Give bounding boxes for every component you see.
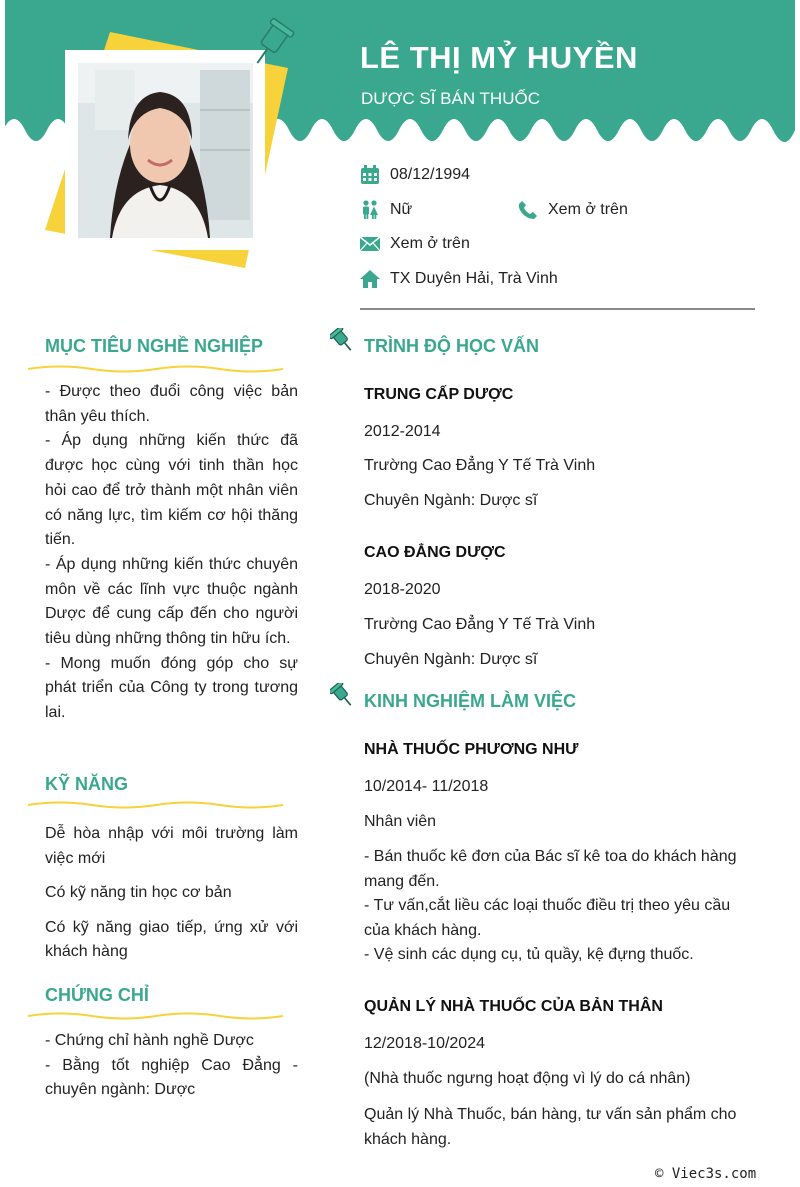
experience-role: (Nhà thuốc ngưng hoạt động vì lý do cá nhân) xyxy=(364,1070,691,1087)
certificates-underline xyxy=(28,1009,283,1023)
skills-section xyxy=(45,822,298,975)
certificates-title: CHỨNG CHỈ xyxy=(45,985,149,1005)
experience-duty-line: - Vệ sinh các dụng cụ, tủ quầy, kệ đựng thuốc. xyxy=(364,946,694,964)
experience-period: 10/2014- 11/2018 xyxy=(364,778,489,795)
education-period: 2012-2014 xyxy=(364,423,441,440)
experience-duty-line: - Bán thuốc kê đơn của Bác sĩ kê toa do khách hàng mang đến. xyxy=(364,848,737,890)
envelope-icon xyxy=(360,234,380,254)
objective-section xyxy=(45,380,298,726)
certificates-section xyxy=(45,1029,298,1103)
pushpin-icon xyxy=(330,683,356,709)
footer-watermark: © Viec3s.com xyxy=(655,1166,757,1182)
experience-role: Nhân viên xyxy=(364,813,437,830)
objective-line: - Mong muốn đóng góp cho sự phát triển của Công ty trong tương lai. xyxy=(45,654,298,722)
address-value: TX Duyên Hải, Trà Vinh xyxy=(390,270,558,287)
skills-title: KỸ NĂNG xyxy=(45,774,129,794)
education-title: TRÌNH ĐỘ HỌC VẤN xyxy=(364,336,539,356)
objective-line: - Áp dụng những kiến thức đã được học cùng với tinh thần học hỏi cao để trở thành một nhân viên có năng lực, tìm kiếm cơ hội thăng tiến. xyxy=(45,432,298,549)
experience-title: KINH NGHIỆM LÀM VIỆC xyxy=(364,691,577,711)
education-degree: CAO ĐẲNG DƯỢC xyxy=(364,544,506,561)
phone-icon xyxy=(518,200,538,220)
education-major: Chuyên Ngành: Dược sĩ xyxy=(364,651,538,668)
education-degree: TRUNG CẤP DƯỢC xyxy=(364,386,514,403)
certificate-line: - Chứng chỉ hành nghề Dược xyxy=(45,1032,254,1049)
experience-company: NHÀ THUỐC PHƯƠNG NHƯ xyxy=(364,741,579,758)
gender-value: Nữ xyxy=(390,201,413,218)
objective-line: - Được theo đuổi công việc bản thân yêu thích. xyxy=(45,383,298,425)
gender-icon xyxy=(360,200,380,220)
birthday-value: 08/12/1994 xyxy=(390,166,471,183)
contact-birthday xyxy=(360,165,470,185)
education-period: 2018-2020 xyxy=(364,581,441,598)
education-school: Trường Cao Đẳng Y Tế Trà Vinh xyxy=(364,616,596,633)
home-icon xyxy=(360,269,380,289)
phone-value: Xem ở trên xyxy=(548,201,628,218)
profile-photo-frame xyxy=(0,0,300,290)
skill-item: Có kỹ năng giao tiếp, ứng xử với khách hàng xyxy=(45,918,298,960)
objective-line: - Áp dụng những kiến thức chuyên môn về các lĩnh vực thuộc ngành Dược để cung cấp đến cho người tiêu dùng những thông tin hữu ích. xyxy=(45,555,298,648)
certificate-line: - Bằng tốt nghiệp Cao Đẳng - chuyên ngành: Dược xyxy=(45,1056,298,1099)
email-value: Xem ở trên xyxy=(390,235,470,252)
experience-period: 12/2018-10/2024 xyxy=(364,1035,485,1052)
education-school: Trường Cao Đẳng Y Tế Trà Vinh xyxy=(364,457,596,474)
experience-duty-line: Quản lý Nhà Thuốc, bán hàng, tư vấn sản phẩm cho khách hàng. xyxy=(364,1106,737,1148)
objective-title: MỤC TIÊU NGHỀ NGHIỆP xyxy=(45,336,264,356)
skill-item: Có kỹ năng tin học cơ bản xyxy=(45,884,232,901)
contact-gender xyxy=(360,200,412,220)
contact-divider xyxy=(360,308,755,310)
objective-underline xyxy=(28,362,283,376)
contact-email xyxy=(360,234,470,254)
skills-underline xyxy=(28,798,283,812)
contact-phone xyxy=(518,200,628,220)
experience-company: QUẢN LÝ NHÀ THUỐC CỦA BẢN THÂN xyxy=(364,998,663,1015)
experience-duties xyxy=(364,845,744,968)
candidate-name: LÊ THỊ MỶ HUYỀN xyxy=(360,40,638,75)
experience-duty-line: - Tư vấn,cắt liều các loại thuốc điều trị theo yêu cầu của khách hàng. xyxy=(364,897,731,939)
pushpin-icon xyxy=(330,328,356,354)
skill-item: Dễ hòa nhập với môi trường làm việc mới xyxy=(45,825,298,867)
contact-address xyxy=(360,269,558,289)
education-major: Chuyên Ngành: Dược sĩ xyxy=(364,492,538,509)
calendar-icon xyxy=(360,165,380,185)
avatar xyxy=(78,63,253,238)
experience-duties xyxy=(364,1103,744,1152)
job-title: DƯỢC SĨ BÁN THUỐC xyxy=(361,89,540,108)
